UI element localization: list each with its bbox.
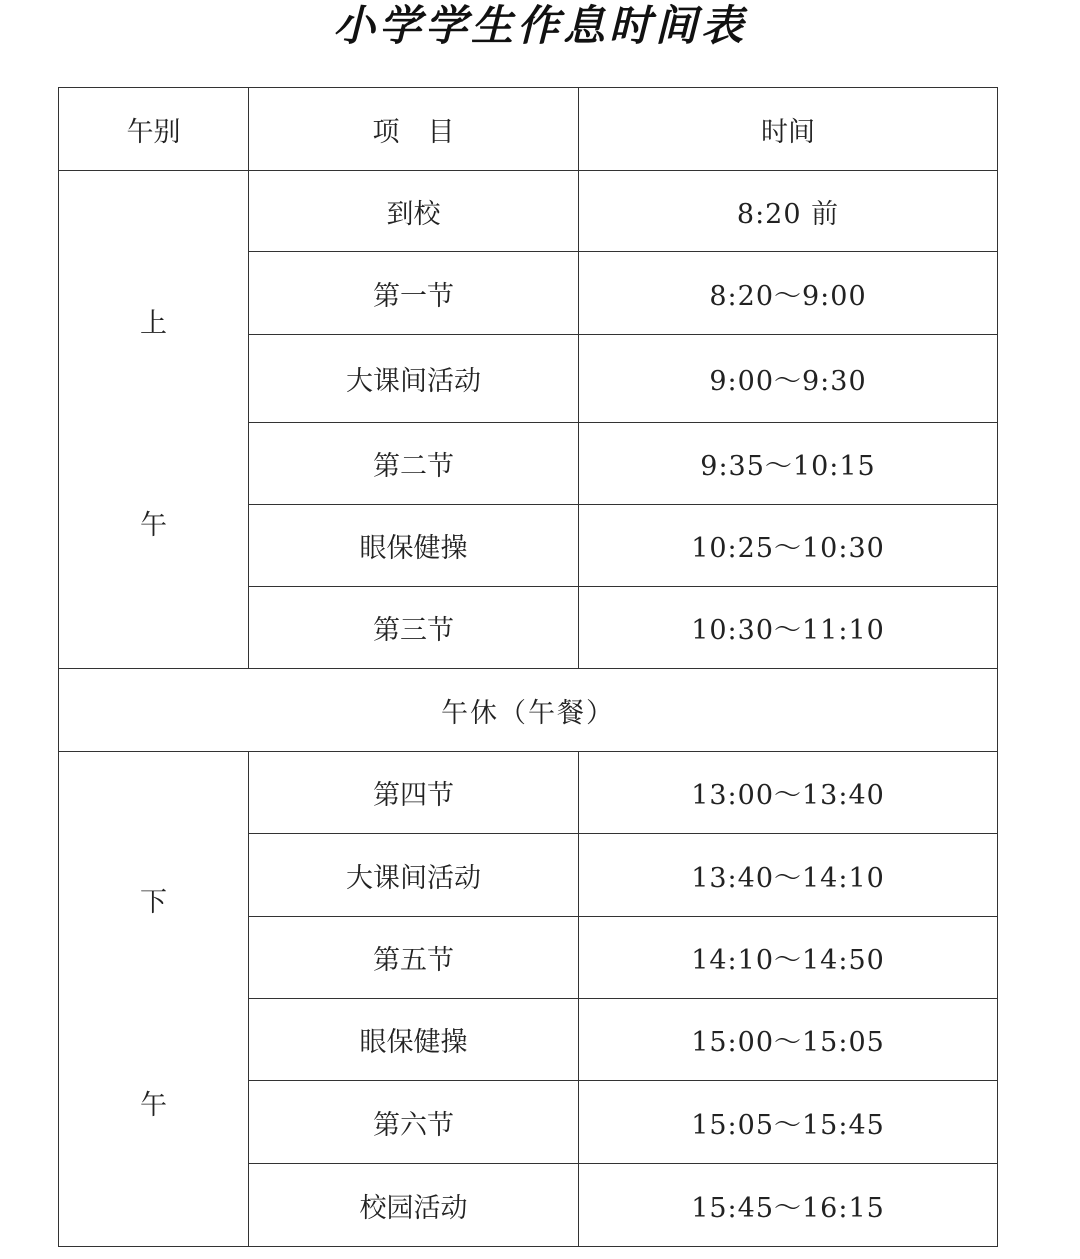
time-cell: 13:40～14:10 [579, 834, 998, 917]
item-cell: 第一节 [249, 252, 579, 335]
time-cell: 13:00～13:40 [579, 752, 998, 834]
item-cell: 校园活动 [249, 1164, 579, 1247]
table-row [59, 752, 998, 834]
table-row [59, 171, 998, 252]
item-cell: 第四节 [249, 752, 579, 834]
time-cell: 15:05～15:45 [579, 1081, 998, 1164]
schedule-table [58, 87, 998, 1247]
item-cell: 第三节 [249, 587, 579, 669]
lunch-cell: 午休（午餐） [59, 669, 998, 752]
time-cell: 9:35～10:15 [579, 423, 998, 505]
item-cell: 到校 [249, 171, 579, 252]
time-cell: 14:10～14:50 [579, 917, 998, 999]
time-cell: 8:20～9:00 [579, 252, 998, 335]
time-cell: 9:00～9:30 [579, 335, 998, 423]
afternoon-label-bottom: 午 [140, 1090, 167, 1121]
item-cell: 第六节 [249, 1081, 579, 1164]
item-cell: 大课间活动 [249, 335, 579, 423]
page-title: 小学学生作息时间表 [332, 1, 747, 50]
morning-label-top: 上 [140, 308, 167, 339]
afternoon-period-cell [59, 752, 249, 1247]
afternoon-label-top: 下 [140, 887, 167, 918]
morning-label-bottom: 午 [140, 510, 167, 541]
time-cell: 10:30～11:10 [579, 587, 998, 669]
header-item: 项目 [249, 88, 579, 171]
time-cell: 15:45～16:15 [579, 1164, 998, 1247]
time-cell: 15:00～15:05 [579, 999, 998, 1081]
header-period: 午别 [59, 88, 249, 171]
time-cell: 10:25～10:30 [579, 505, 998, 587]
item-cell: 大课间活动 [249, 834, 579, 917]
morning-period-cell [59, 171, 249, 669]
header-row [59, 88, 998, 171]
header-time: 时间 [579, 88, 998, 171]
lunch-row [59, 669, 998, 752]
time-cell: 8:20 前 [579, 171, 998, 252]
item-cell: 眼保健操 [249, 505, 579, 587]
item-cell: 眼保健操 [249, 999, 579, 1081]
item-cell: 第二节 [249, 423, 579, 505]
item-cell: 第五节 [249, 917, 579, 999]
